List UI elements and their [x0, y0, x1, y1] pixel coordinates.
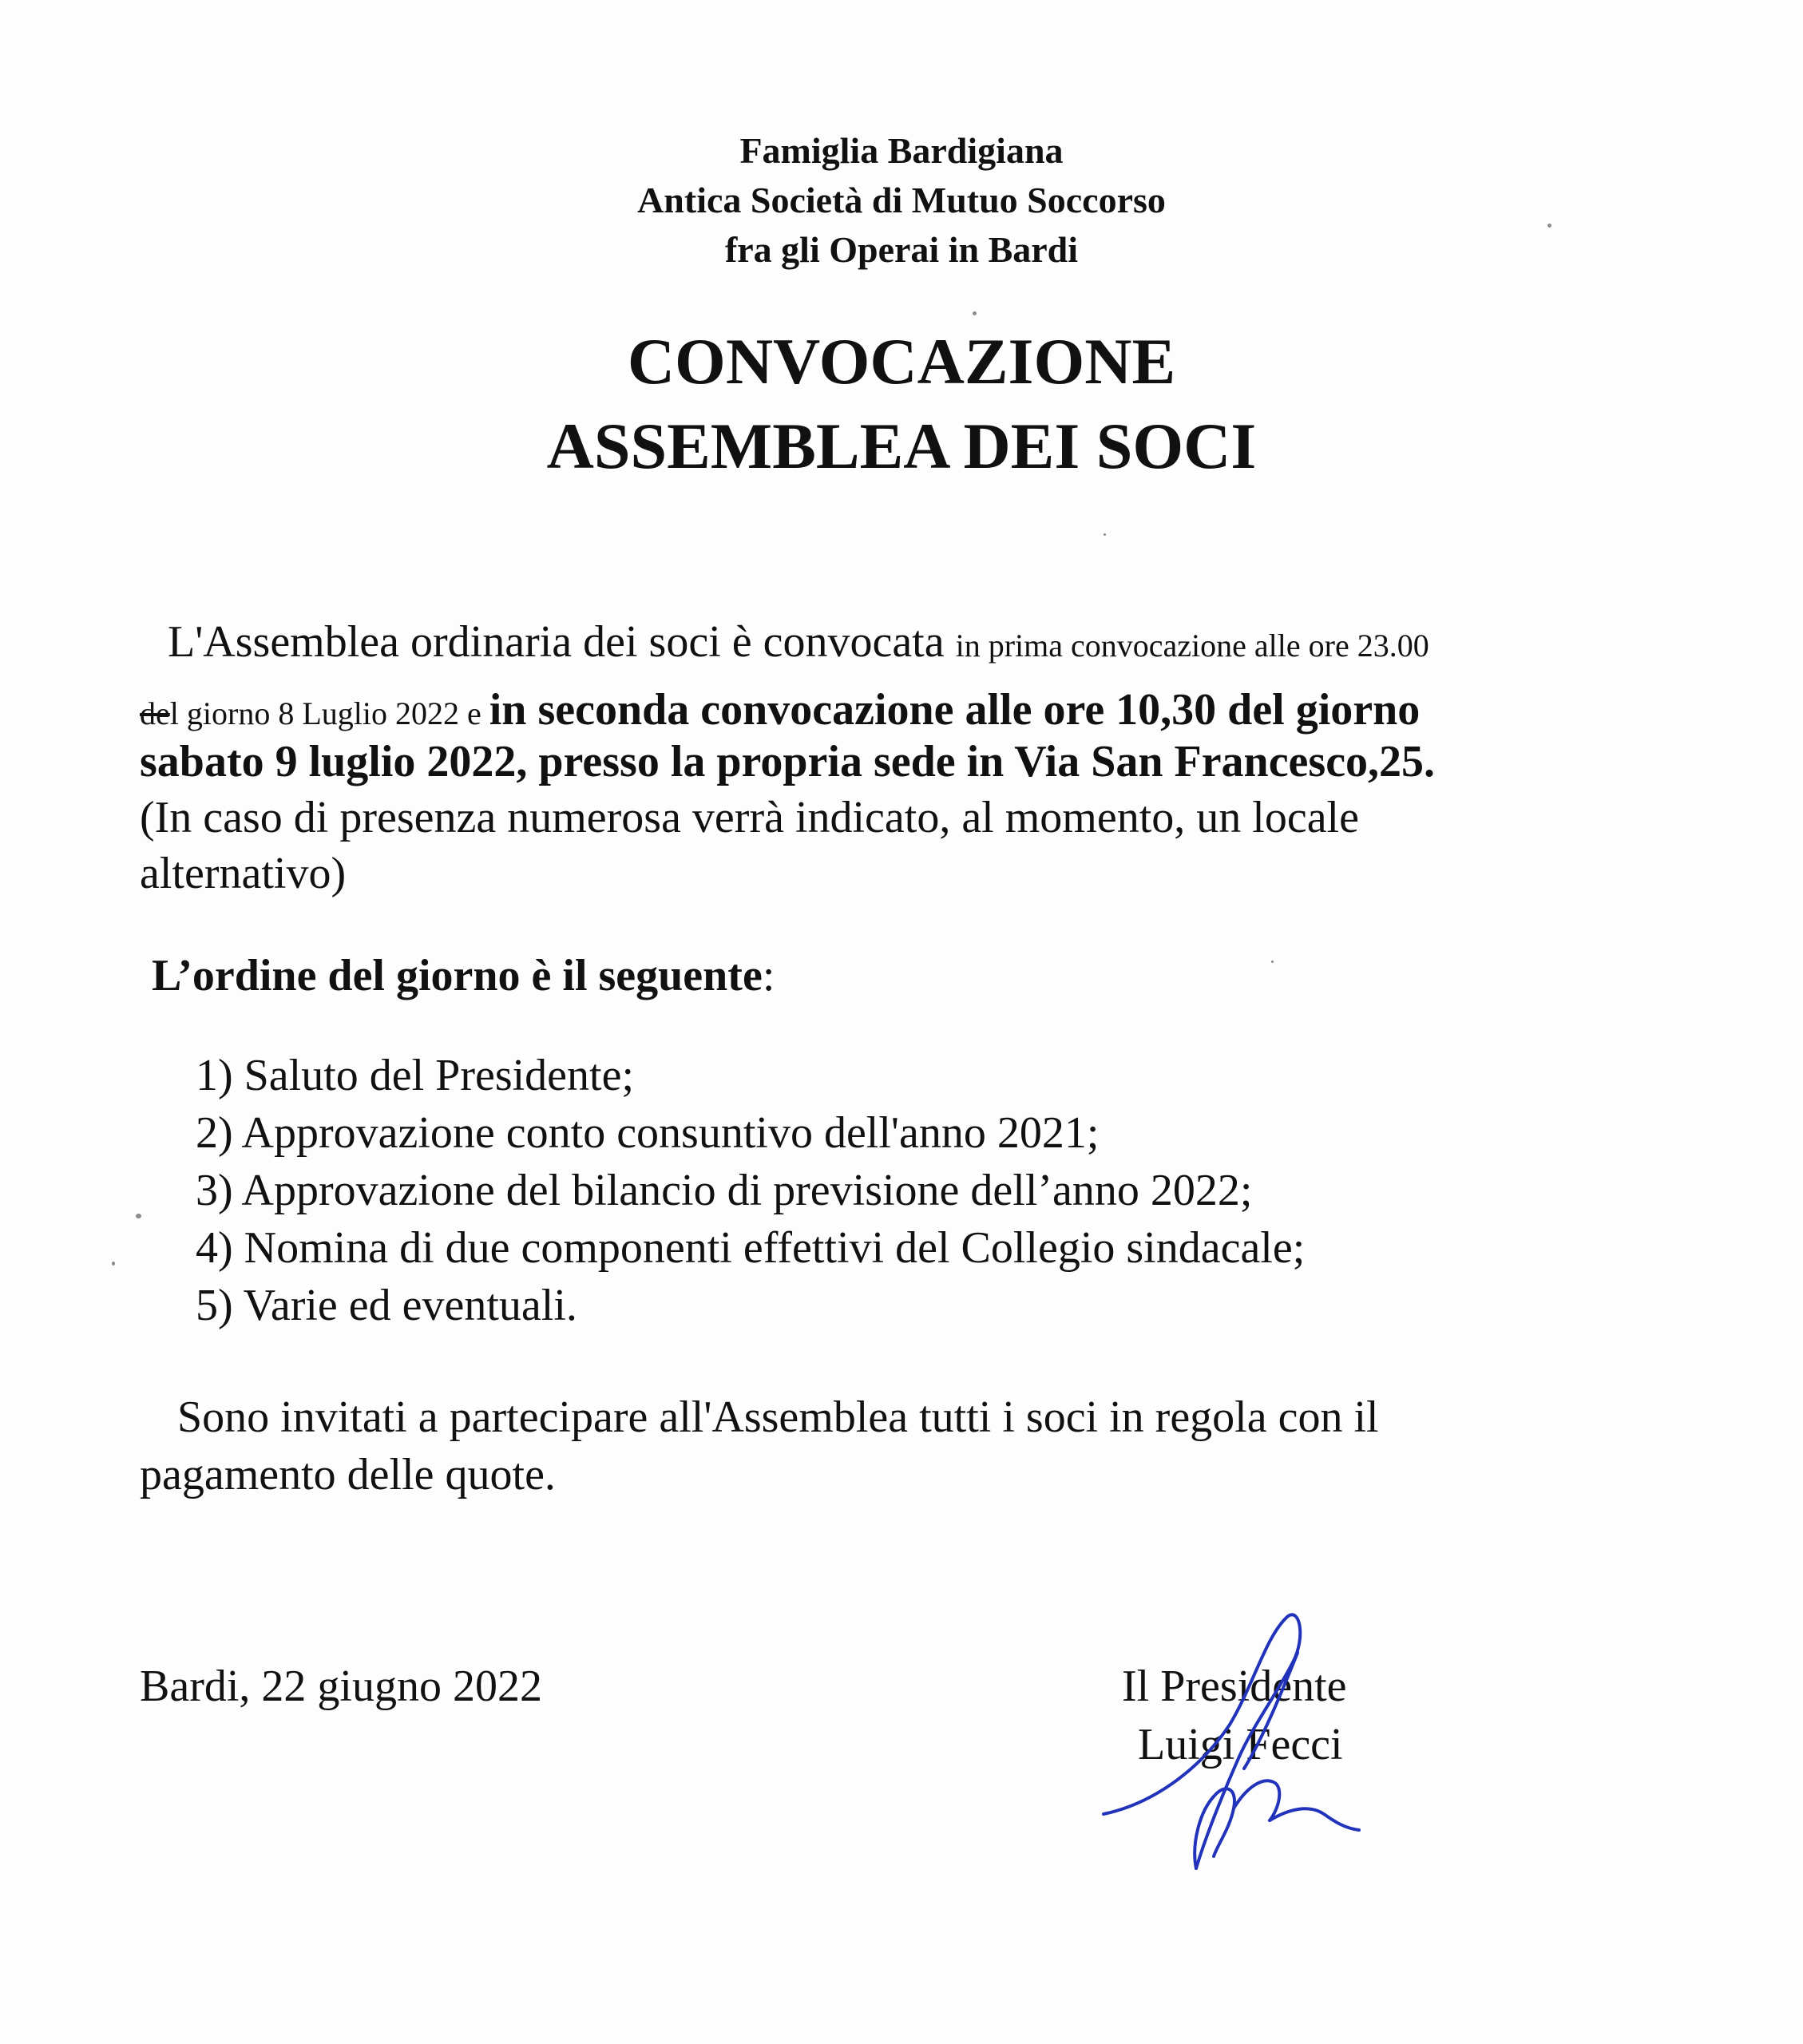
agenda-item-1: 1) Saluto del Presidente; [196, 1051, 635, 1100]
scan-speck [112, 1262, 115, 1266]
intro-line-3: sabato 9 luglio 2022, presso la propria sede in Via San Francesco,25. [140, 737, 1436, 786]
header-line-1: Famiglia Bardigiana [739, 130, 1064, 171]
title-line-1: CONVOCAZIONE [627, 325, 1176, 398]
agenda-item-4: 4) Nomina di due componenti effettivi del Collegio sindacale; [196, 1223, 1306, 1273]
intro-line-1-text: L'Assemblea ordinaria dei soci è convocata [168, 617, 956, 667]
scan-speck [1104, 533, 1106, 536]
agenda-item-3: 3) Approvazione del bilancio di previsione dell’anno 2022; [196, 1166, 1253, 1215]
intro-line-4: (In caso di presenza numerosa verrà indicato, al momento, un locale [140, 793, 1359, 842]
document-title [0, 319, 1803, 489]
place-date: Bardi, 22 giugno 2022 [140, 1662, 542, 1711]
title-line-2: ASSEMBLEA DEI SOCI [546, 410, 1257, 482]
agenda-heading-text: L’ordine del giorno è il seguente [152, 951, 763, 1000]
invitation-line-2: pagamento delle quote. [140, 1450, 556, 1499]
intro-line-2-small: l giorno 8 Luglio 2022 e [169, 695, 489, 731]
intro-line-1-small: in prima convocazione alle ore 23.00 [955, 628, 1429, 664]
signature-icon [1102, 1605, 1365, 1876]
header-line-2: Antica Società di Mutuo Soccorso [637, 180, 1166, 220]
intro-line-5: alternativo) [140, 849, 347, 898]
intro-line-2 [140, 684, 1420, 735]
scan-speck [1547, 224, 1551, 228]
agenda-item-2: 2) Approvazione conto consuntivo dell'anno 2021; [196, 1108, 1100, 1158]
header-line-3: fra gli Operai in Bardi [724, 229, 1079, 270]
agenda-heading [152, 950, 775, 1001]
invitation-line-1: Sono invitati a partecipare all'Assemblea tutti i soci in regola con il [177, 1392, 1379, 1442]
scan-speck [136, 1214, 141, 1218]
intro-line-1 [168, 616, 1429, 667]
president-role: Il Presidente [1122, 1662, 1347, 1711]
agenda-item-5: 5) Varie ed eventuali. [196, 1281, 577, 1330]
agenda-heading-colon: : [762, 951, 775, 1000]
intro-line-2-struck: de [140, 695, 170, 731]
organization-header [0, 126, 1803, 275]
scan-speck [1271, 961, 1274, 963]
scan-speck [973, 311, 977, 315]
intro-line-2-bold: in seconda convocazione alle ore 10,30 del giorno [489, 685, 1421, 735]
president-name: Luigi Fecci [1138, 1720, 1343, 1769]
